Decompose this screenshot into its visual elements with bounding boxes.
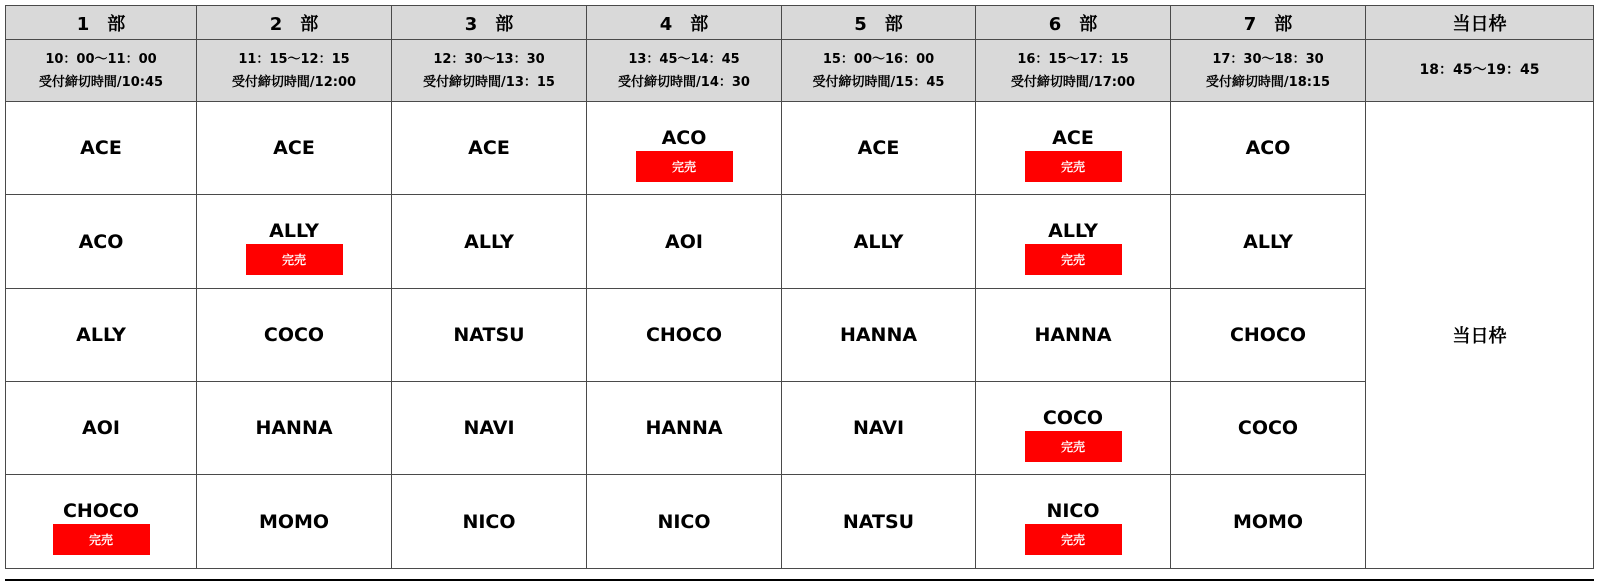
performer-cell <box>587 102 782 195</box>
session-time: 13：45〜14：45 <box>628 51 740 67</box>
performer-name: ALLY <box>1048 220 1098 242</box>
session-label: 1 部 <box>76 13 126 35</box>
same-day-label: 当日枠 <box>1452 13 1507 35</box>
performer-cell <box>392 195 587 289</box>
performer-name: MOMO <box>258 510 330 533</box>
performer-name: CHOCO <box>62 500 140 522</box>
session-label: 5 部 <box>854 13 903 35</box>
performer-cell <box>782 475 976 569</box>
performer-cell <box>587 289 782 382</box>
performer-name: ACO <box>78 230 124 253</box>
sold-out-badge: 完売 <box>1025 431 1122 462</box>
session-deadline: 受付締切時間/14：30 <box>618 74 750 90</box>
performer-name: NICO <box>462 510 516 533</box>
performer-name: CHOCO <box>1229 324 1307 346</box>
performer-cell <box>587 475 782 569</box>
session-time: 16：15〜17：15 <box>1017 51 1129 67</box>
performer-name: NAVI <box>463 417 515 439</box>
performer-name: NATSU <box>842 510 915 533</box>
performer-name: HANNA <box>255 417 333 439</box>
performer-name: NATSU <box>453 324 525 346</box>
performer-cell <box>1171 475 1366 569</box>
performer-cell <box>197 382 392 475</box>
performer-cell <box>392 102 587 195</box>
session-time: 11：15〜12：15 <box>238 51 350 67</box>
same-day-time: 18：45〜19：45 <box>1419 62 1540 78</box>
session-deadline: 受付締切時間/15：45 <box>812 74 945 90</box>
sold-out-badge: 完売 <box>53 524 150 555</box>
session-header <box>5 5 197 40</box>
session-label: 4 部 <box>659 13 709 35</box>
session-time: 17：30〜18：30 <box>1212 51 1324 67</box>
performer-name: NAVI <box>852 417 905 439</box>
performer-name: AOI <box>665 230 703 253</box>
performer-name: MOMO <box>1232 510 1304 533</box>
session-header <box>976 5 1171 40</box>
performer-cell <box>392 475 587 569</box>
performer-cell <box>5 195 197 289</box>
session-deadline: 受付締切時間/10:45 <box>38 74 164 90</box>
performer-cell <box>5 475 197 569</box>
performer-name: NICO <box>657 510 711 533</box>
session-time: 10：00〜11：00 <box>45 51 157 67</box>
same-day-slot <box>1366 102 1594 569</box>
same-day-time-header <box>1366 40 1594 102</box>
performer-cell <box>1171 382 1366 475</box>
session-deadline: 受付締切時間/17:00 <box>1010 74 1136 90</box>
performer-cell <box>197 195 392 289</box>
session-time: 15：00〜16：00 <box>822 51 935 67</box>
performer-cell <box>392 289 587 382</box>
session-time: 12：30〜13：30 <box>433 51 545 67</box>
performer-name: ACO <box>661 126 707 149</box>
performer-name: ACE <box>857 137 900 159</box>
session-time-header <box>782 40 976 102</box>
performer-cell <box>197 102 392 195</box>
performer-cell <box>1171 289 1366 382</box>
session-header <box>392 5 587 40</box>
session-time-header <box>392 40 587 102</box>
sold-out-badge: 完売 <box>636 151 733 182</box>
performer-name: ALLY <box>464 230 514 253</box>
performer-cell <box>782 382 976 475</box>
session-header <box>197 5 392 40</box>
performer-name: HANNA <box>1034 324 1112 346</box>
performer-cell <box>587 382 782 475</box>
performer-name: ALLY <box>269 220 319 242</box>
schedule-table <box>5 5 1594 581</box>
performer-cell <box>5 289 197 382</box>
performer-cell <box>197 289 392 382</box>
performer-name: NICO <box>1046 500 1100 522</box>
performer-name: ACE <box>273 137 315 159</box>
session-label: 7 部 <box>1243 13 1293 35</box>
session-label: 3 部 <box>464 13 514 35</box>
performer-name: ACO <box>1245 137 1291 159</box>
session-header <box>587 5 782 40</box>
same-day-body: 当日枠 <box>1452 326 1507 347</box>
performer-name: ACE <box>1052 126 1094 149</box>
performer-name: COCO <box>1042 406 1104 429</box>
session-deadline: 受付締切時間/18:15 <box>1205 74 1331 90</box>
session-label: 6 部 <box>1048 13 1098 35</box>
performer-name: HANNA <box>839 324 918 346</box>
performer-cell <box>1171 102 1366 195</box>
session-time-header <box>197 40 392 102</box>
performer-name: ALLY <box>1243 230 1293 253</box>
performer-cell <box>392 382 587 475</box>
session-header <box>782 5 976 40</box>
sold-out-badge: 完売 <box>1025 244 1122 275</box>
sold-out-badge: 完売 <box>1025 524 1122 555</box>
session-deadline: 受付締切時間/12:00 <box>231 74 357 90</box>
performer-name: ACE <box>80 137 122 159</box>
performer-cell <box>782 289 976 382</box>
performer-name: COCO <box>1237 417 1299 439</box>
performer-cell <box>782 102 976 195</box>
session-deadline: 受付締切時間/13：15 <box>423 74 555 90</box>
performer-cell <box>976 382 1171 475</box>
performer-name: HANNA <box>645 417 723 439</box>
performer-name: CHOCO <box>645 324 723 346</box>
performer-cell <box>976 475 1171 569</box>
session-time-header <box>5 40 197 102</box>
performer-name: AOI <box>82 417 120 439</box>
session-time-header <box>976 40 1171 102</box>
performer-cell <box>197 475 392 569</box>
performer-cell <box>5 102 197 195</box>
performer-cell <box>782 195 976 289</box>
performer-cell <box>976 102 1171 195</box>
performer-cell <box>587 195 782 289</box>
same-day-header <box>1366 5 1594 40</box>
sold-out-badge: 完売 <box>246 244 343 275</box>
performer-cell <box>5 382 197 475</box>
performer-name: ALLY <box>853 230 904 253</box>
performer-cell <box>976 195 1171 289</box>
performer-name: COCO <box>263 324 325 346</box>
performer-cell <box>1171 195 1366 289</box>
performer-cell <box>976 289 1171 382</box>
session-header <box>1171 5 1366 40</box>
session-time-header <box>1171 40 1366 102</box>
performer-name: ACE <box>468 137 510 159</box>
sold-out-badge: 完売 <box>1025 151 1122 182</box>
session-label: 2 部 <box>269 13 319 35</box>
performer-name: ALLY <box>76 324 126 346</box>
session-time-header <box>587 40 782 102</box>
